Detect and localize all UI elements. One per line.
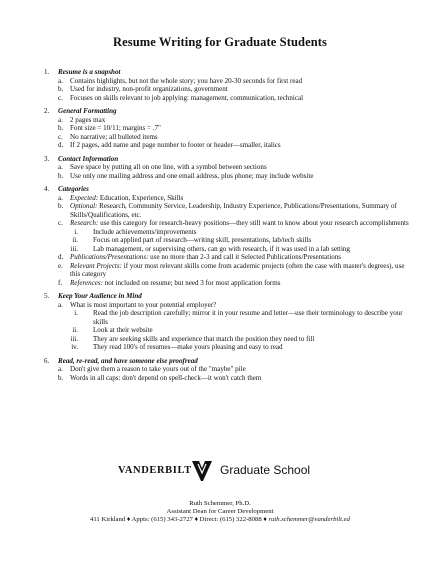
section-number: 5. — [44, 292, 50, 300]
item-text — [70, 374, 410, 383]
item-text — [70, 163, 410, 172]
section-title: Resume is a snapshot — [58, 68, 121, 76]
item-label: f. — [58, 278, 63, 287]
list-item — [58, 262, 410, 279]
item-body: use no more than 2-3 and call it Selected Publications/Presentations — [148, 253, 341, 261]
item-body: if your most relevant skills come from academic projects (often the case with master's degrees), use this category — [70, 261, 405, 278]
contact-email[interactable]: ruth.schemmer@vanderbilt.ed — [268, 516, 350, 523]
item-body: Font size = 10/11; margins = .7" — [70, 124, 161, 132]
section — [40, 292, 410, 352]
list-item — [58, 219, 410, 253]
item-label: c. — [58, 219, 63, 227]
item-text — [70, 172, 410, 181]
item-text — [70, 116, 410, 125]
item-text — [70, 77, 410, 86]
list-item — [58, 124, 410, 133]
item-label: b. — [58, 202, 64, 210]
sub-item-text: Include achievements/improvements — [93, 227, 197, 236]
sub-item — [70, 309, 410, 326]
contact-role: Assistant Dean for Career Development — [166, 508, 274, 515]
contact-address: 411 Kirkland ♦ Appts: (615) 343-2727 ♦ Direct: (615) 322-8088 ♦ — [89, 516, 269, 523]
oak-leaf-logo-icon — [190, 459, 214, 483]
item-body: Research, Community Service, Leadership, Industry Experience, Publications/Presentations, Summary of Skills/Qualifications, etc. — [70, 202, 397, 219]
item-label: b. — [58, 85, 64, 93]
item-text — [70, 365, 410, 374]
item-text — [70, 262, 410, 279]
item-body: Words in all caps: don't depend on spell-check—it won't catch them — [70, 373, 262, 382]
sub-item-label: ii. — [72, 236, 78, 244]
item-label: b. — [58, 124, 64, 132]
item-label: a. — [58, 193, 63, 202]
list-item — [58, 194, 410, 203]
item-text — [70, 202, 410, 219]
item-emphasis: Optional: — [70, 202, 98, 210]
sub-item — [70, 228, 410, 237]
item-body: use this category for research-heavy positions—they still want to know about your research accomplishments — [98, 219, 409, 227]
item-body: What is most important to your potential employer? — [70, 300, 217, 309]
item-text — [70, 279, 410, 288]
list-item — [58, 141, 410, 150]
section — [40, 185, 410, 287]
list-item — [58, 94, 410, 103]
sub-item-label: i. — [74, 227, 78, 236]
list-item — [58, 172, 410, 181]
sub-item-label: iv. — [71, 343, 78, 351]
item-text — [70, 194, 410, 203]
section-number: 6. — [44, 356, 50, 365]
item-label: d. — [58, 253, 64, 261]
document-title: Resume Writing for Graduate Students — [112, 35, 328, 49]
section-title: General Formatting — [58, 107, 117, 115]
sub-item — [70, 245, 410, 254]
item-label: a. — [58, 115, 63, 124]
sub-item-text: Focus on applied part of research—writing skill, presentations, lab/tech skills — [93, 236, 312, 244]
contact-block — [0, 500, 440, 524]
item-text — [70, 219, 410, 228]
list-item — [58, 365, 410, 374]
section — [40, 68, 410, 102]
item-text — [70, 141, 410, 150]
item-body: Education, Experience, Skills — [98, 193, 184, 202]
contact-line — [0, 516, 440, 524]
section-title: Keep Your Audience in Mind — [58, 292, 142, 300]
sub-item — [70, 335, 410, 344]
section-title: Contact Information — [58, 154, 119, 163]
list-item — [58, 85, 410, 94]
sub-item-text: Lab management, or supervising others, can go with research, if it was used in a lab setting — [93, 244, 350, 253]
item-label: b. — [58, 373, 64, 382]
item-label: a. — [58, 163, 63, 171]
item-emphasis: Relevant Projects: — [70, 261, 122, 270]
item-label: a. — [58, 300, 63, 309]
graduate-school-wordmark: Graduate School — [220, 463, 311, 477]
item-label: c. — [58, 132, 63, 141]
item-body: not included on resume; but need 3 for most application forms — [103, 278, 281, 287]
sub-item — [70, 343, 410, 352]
item-label: e. — [58, 261, 63, 270]
item-text — [70, 301, 410, 310]
sub-item — [70, 236, 410, 245]
sub-item — [70, 326, 410, 335]
sub-item-label: ii. — [72, 326, 78, 334]
item-label: b. — [58, 171, 64, 180]
item-body: Contains highlights, but not the whole story; you have 20-30 seconds for first read — [70, 76, 303, 85]
sub-item-text: They are seeking skills and experience that match the position they need to fill — [93, 334, 315, 343]
item-body: If 2 pages, add name and page number to footer or header—smaller, italics — [70, 141, 281, 149]
item-label: d. — [58, 141, 64, 149]
outline — [40, 68, 410, 387]
item-body: 2 pages max — [70, 115, 106, 124]
list-item — [58, 163, 410, 172]
item-label: c. — [58, 93, 63, 102]
list-item — [58, 253, 410, 262]
list-item — [58, 301, 410, 352]
item-label: a. — [58, 76, 63, 85]
item-body: Don't give them a reason to take yours out of the "maybe" pile — [70, 365, 246, 373]
item-emphasis: Research: — [70, 219, 99, 227]
section-number: 4. — [44, 185, 50, 193]
item-body: Used for industry, non-profit organizations, government — [70, 85, 228, 93]
sub-item-label: i. — [74, 309, 78, 317]
sub-item-text: Look at their website — [93, 326, 153, 334]
sub-item-label: iii. — [70, 244, 78, 253]
item-body: Save space by putting all on one line, with a symbol between sections — [70, 163, 267, 171]
contact-name: Ruth Schemmer, Ph.D. — [189, 500, 251, 507]
list-item — [58, 202, 410, 219]
section — [40, 155, 410, 181]
item-emphasis: Publications/Presentations: — [70, 253, 149, 261]
sub-item-text: They read 100's of resumes—make yours pleasing and easy to read — [93, 343, 283, 351]
sub-item-label: iii. — [70, 334, 78, 343]
list-item — [58, 279, 410, 288]
item-text — [70, 94, 410, 103]
section-title: Read, re-read, and have someone else proofread — [58, 356, 198, 365]
section — [40, 107, 410, 150]
section — [40, 357, 410, 383]
item-emphasis: References: — [70, 278, 103, 287]
sub-item-text: Read the job description carefully; mirror it in your resume and letter—use their terminology to describe your skills — [93, 309, 403, 326]
list-item — [58, 116, 410, 125]
list-item — [58, 374, 410, 383]
item-text — [70, 85, 410, 94]
item-text — [70, 133, 410, 142]
item-body: No narrative; all bulleted items — [70, 132, 158, 141]
section-number: 3. — [44, 154, 50, 163]
list-item — [58, 133, 410, 142]
item-body: Use only one mailing address and one email address, plus phone; may include website — [70, 171, 314, 180]
item-text — [70, 124, 410, 133]
item-body: Focuses on skills relevant to job applying: management, communication, technical — [70, 93, 304, 102]
item-emphasis: Expected: — [70, 193, 99, 202]
list-item — [58, 77, 410, 86]
logo-block — [0, 455, 440, 483]
item-label: a. — [58, 365, 63, 373]
vanderbilt-wordmark: VANDERBILT — [118, 465, 192, 476]
section-number: 1. — [44, 68, 50, 76]
section-title: Categories — [58, 185, 89, 193]
item-text — [70, 253, 410, 262]
section-number: 2. — [44, 107, 50, 115]
